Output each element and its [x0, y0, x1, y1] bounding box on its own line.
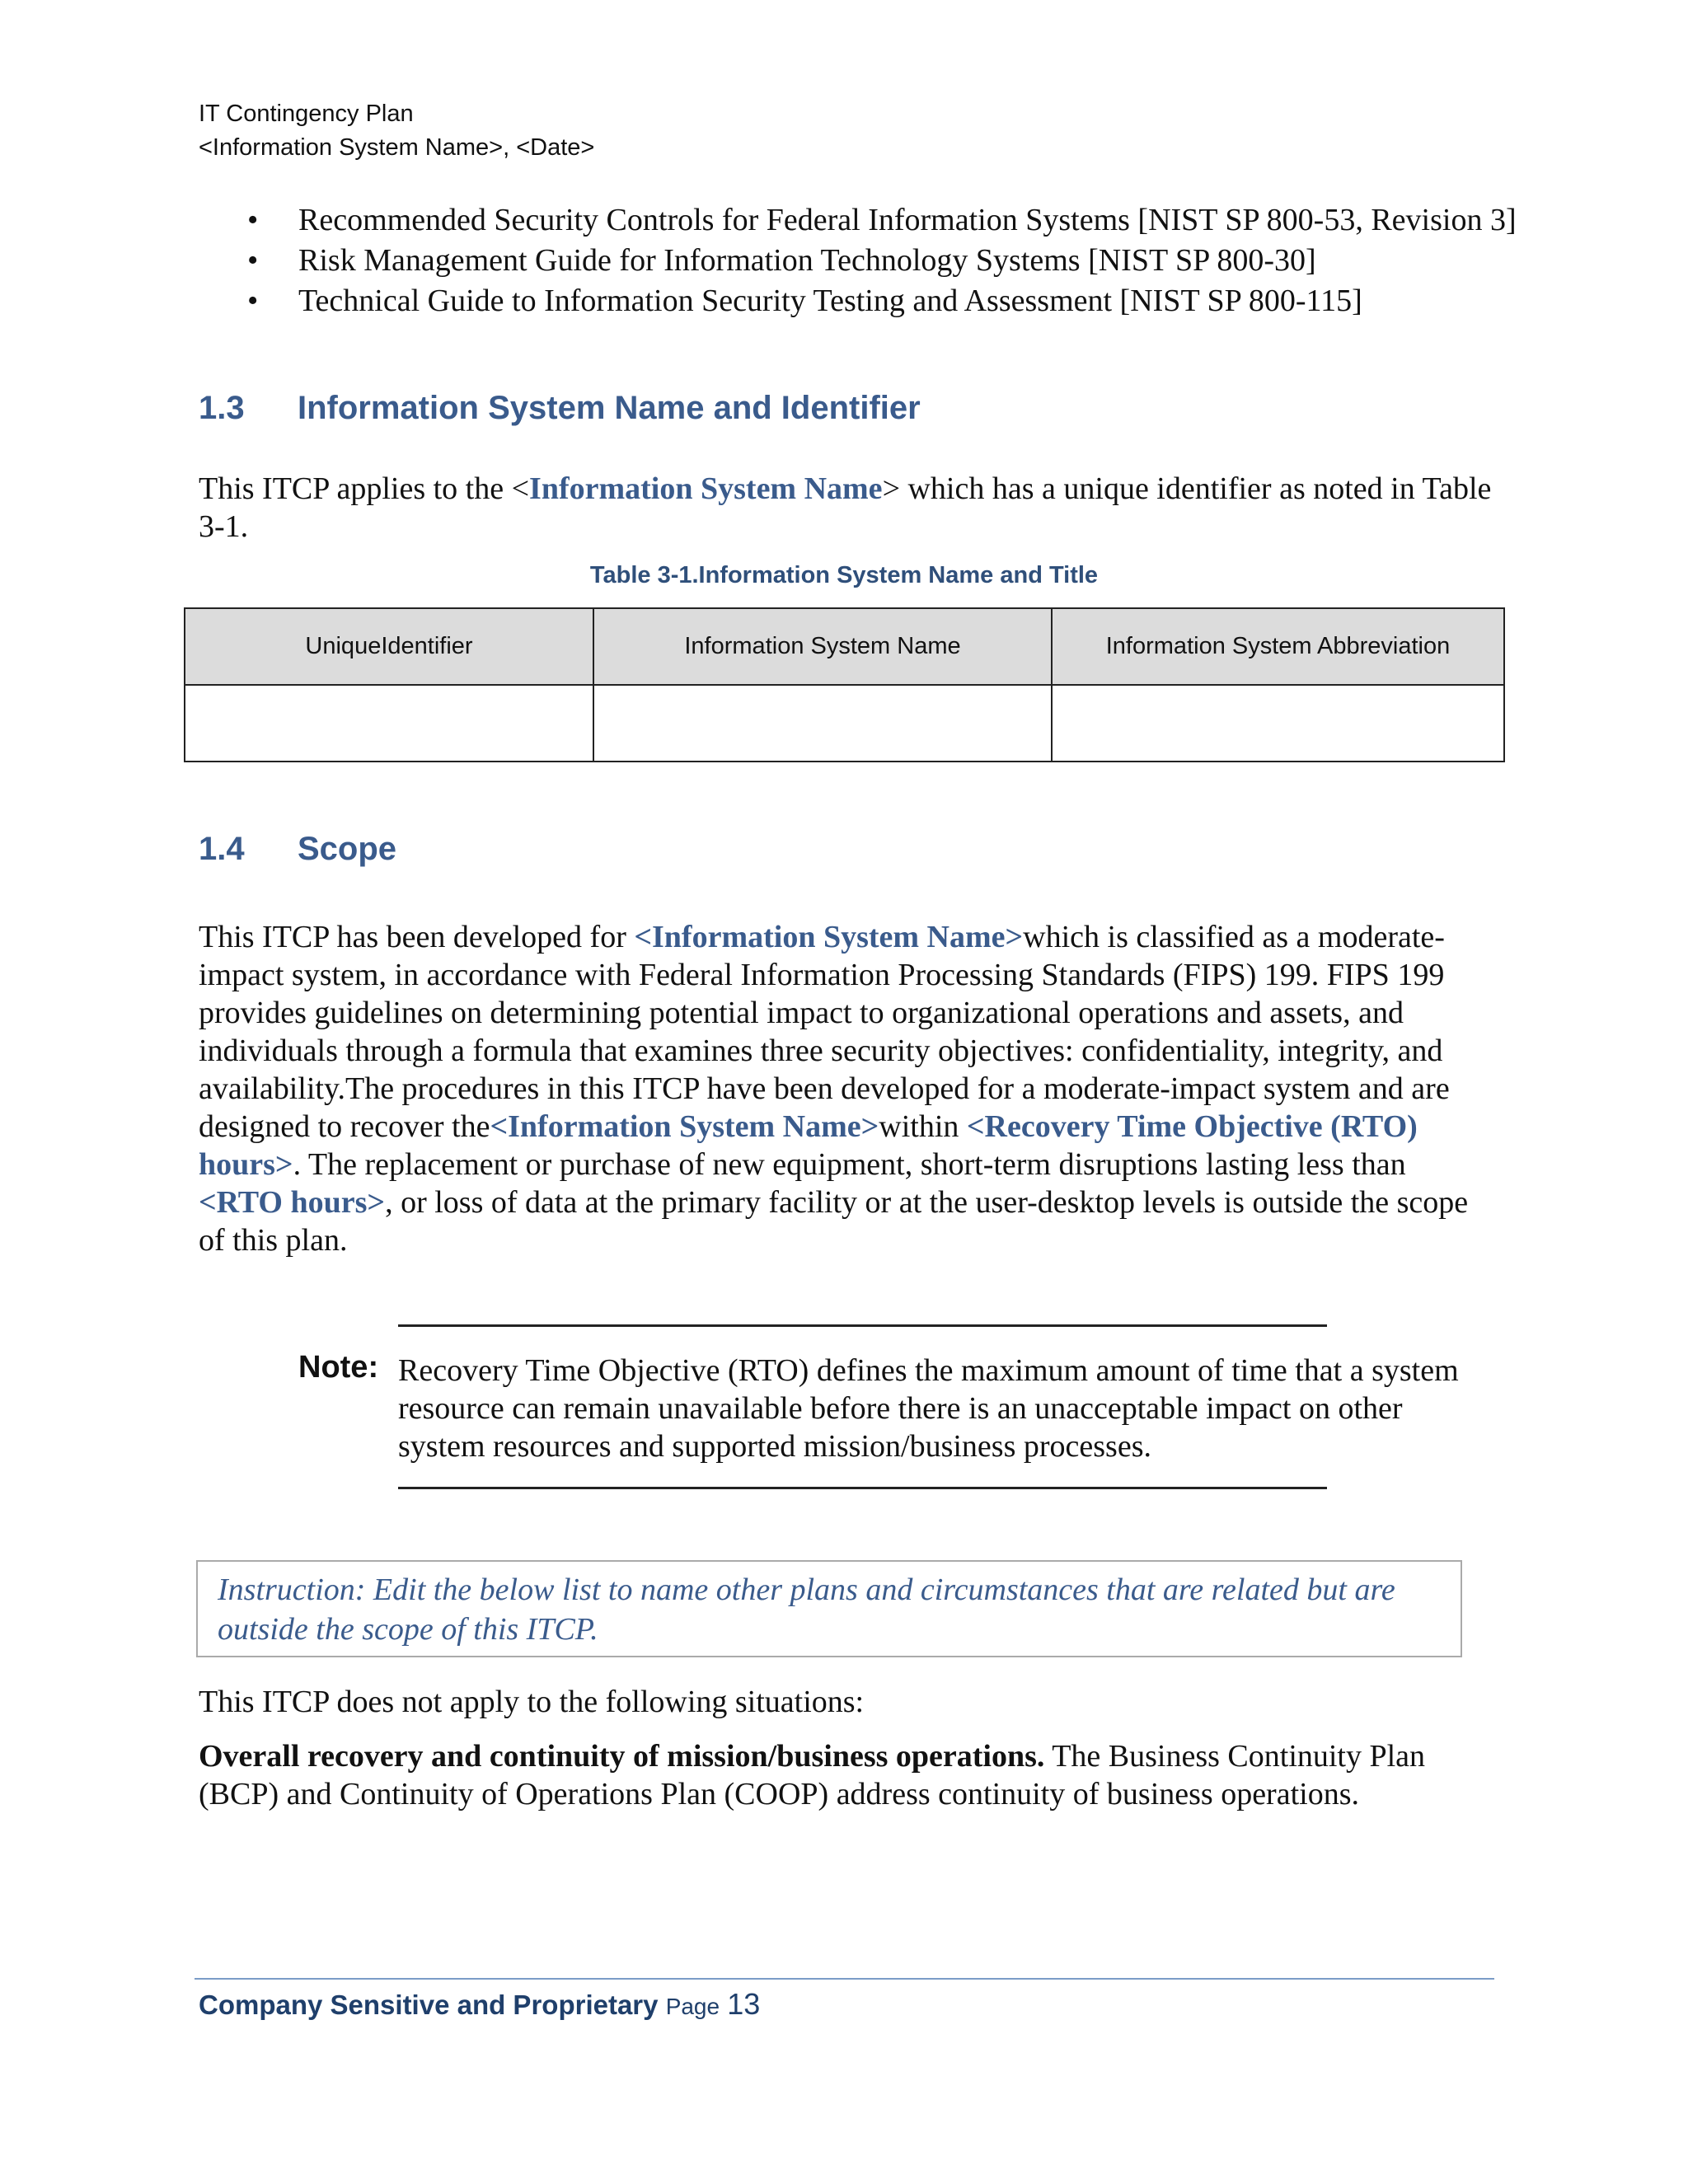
header-title: IT Contingency Plan	[199, 101, 414, 127]
header-subtitle: <Information System Name>, <Date>	[199, 134, 595, 161]
scope-paragraph: This ITCP has been developed for <Information System Name>which is classified as a moderate-impact system, in accordance with Federal Information Processing Standards (FIPS) 199. FIPS 199 provides guidelines on determining potential impact to organizational operations and assets, and individuals through a formula that examines three security objectives: confidentiality, integrity, and availability.The procedures in this ITCP have been developed for a moderate-impact system and are designed to recover the<Information System Name>within <Recovery Time Objective (RTO) hours>. The replacement or purchase of new equipment, short-term disruptions lasting less than <RTO hours>, or loss of data at the primary facility or at the user-desktop levels is outside the scope of this plan.	[199, 920, 1469, 1258]
system-name-placeholder: <Information System Name>	[634, 920, 1024, 954]
table-cell[interactable]	[1052, 685, 1504, 762]
page-footer	[199, 1987, 760, 2022]
note-top-divider	[398, 1324, 1327, 1327]
table-header: UniqueIdentifier	[185, 608, 593, 685]
bullet-icon: •	[247, 243, 259, 278]
table-header: Information System Name	[593, 608, 1052, 685]
note-text: Recovery Time Objective (RTO) defines the maximum amount of time that a system resource can remain unavailable before there is an unacceptable impact on other system resources and supported mission/business processes.	[398, 1353, 1459, 1464]
section-heading-1-4	[199, 831, 396, 868]
section-number: 1.3	[199, 390, 245, 426]
table-cell[interactable]	[185, 685, 593, 762]
applies-paragraph: This ITCP applies to the <Information System Name> which has a unique identifier as noted in Table 3-1.	[199, 471, 1492, 544]
section-number: 1.4	[199, 831, 245, 867]
list-item: • Risk Management Guide for Information Technology Systems [NIST SP 800-30]	[247, 241, 1533, 280]
table-cell[interactable]	[593, 685, 1052, 762]
section-heading-1-3	[199, 390, 921, 427]
section-title: Scope	[298, 831, 397, 867]
overall-paragraph: Overall recovery and continuity of mission/business operations. The Business Continuity Plan (BCP) and Continuity of Operations Plan (COOP) address continuity of business operations.	[199, 1739, 1426, 1811]
footer-divider	[195, 1978, 1494, 1980]
note-bottom-divider	[398, 1487, 1327, 1489]
bullet-icon: •	[247, 203, 259, 237]
instruction-box: Instruction: Edit the below list to name other plans and circumstances that are related but are outside the scope of this ITCP.	[196, 1560, 1462, 1657]
list-item: • Recommended Security Controls for Federal Information Systems [NIST SP 800-53, Revision 3]	[247, 201, 1533, 240]
system-table	[184, 607, 1505, 762]
table-header: Information System Abbreviation	[1052, 608, 1504, 685]
system-name-placeholder: <Information System Name>	[490, 1109, 879, 1144]
table-row	[185, 685, 1504, 762]
bullet-icon: •	[247, 284, 259, 318]
list-item: • Technical Guide to Information Security Testing and Assessment [NIST SP 800-115]	[247, 282, 1533, 321]
system-name-placeholder: Information System Name	[529, 471, 883, 506]
not-apply-text: This ITCP does not apply to the following situations:	[199, 1685, 865, 1719]
rto-placeholder: <RTO hours>	[199, 1185, 386, 1220]
rto-hours-placeholder: <Recovery Time Objective (RTO) hours>	[199, 1109, 1418, 1182]
note-label: Note:	[298, 1350, 379, 1385]
footer-label: Company Sensitive and Proprietary	[199, 1990, 659, 2020]
section-title: Information System Name and Identifier	[298, 390, 921, 426]
table-caption: Table 3-1.Information System Name and Title	[589, 562, 1099, 588]
page-word: Page	[665, 1994, 720, 2019]
table-header-row	[185, 608, 1504, 685]
reference-list	[247, 201, 1533, 322]
page-number: 13	[727, 1987, 761, 2021]
